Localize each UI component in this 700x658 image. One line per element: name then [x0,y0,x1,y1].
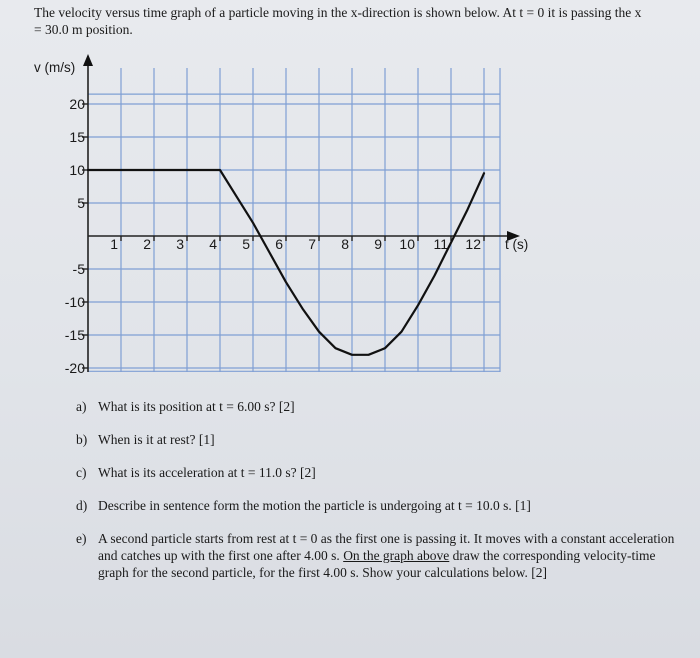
question-e-underlined-phrase: On the graph above [343,548,450,563]
question-d [76,497,686,514]
x-tick-label: 5 [242,236,250,252]
graph-axes [82,54,520,372]
x-tick-label: 6 [275,236,283,252]
question-a [76,398,686,415]
question-c-letter: c) [76,465,87,480]
y-tick-label: 10 [69,162,85,178]
x-tick-label: 1 [110,236,118,252]
x-tick-label: 11 [433,236,448,252]
question-a-text: What is its position at t = 6.00 s? [2] [98,399,295,414]
question-e-text-end: draw the corresponding velocity-time graph for the second particle, for the first 4.00 s. Show your calculations below. [2] [98,548,656,580]
x-tick-label: 12 [465,236,481,252]
question-a-letter: a) [76,399,87,414]
y-tick-label: -15 [64,327,85,343]
question-d-letter: d) [76,498,88,513]
question-e-letter: e) [76,531,87,546]
y-tick-label: 5 [77,195,85,211]
question-b-letter: b) [76,432,88,447]
graph-tick-labels [34,60,528,376]
x-axis-label: t (s) [505,237,529,252]
question-e [76,530,686,581]
question-d-text: Describe in sentence form the motion the particle is undergoing at t = 10.0 s. [1] [98,498,531,513]
x-tick-label: 4 [209,236,217,252]
y-tick-label: -5 [72,261,85,277]
x-tick-label: 9 [374,236,382,252]
y-axis-label: v (m/s) [34,60,76,75]
x-tick-label: 10 [399,236,415,252]
problem-statement-line-1: The velocity versus time graph of a particle moving in the x-direction is shown below. At t = 0 it is passing the x [34,5,642,20]
question-c [76,464,686,481]
y-tick-label: 15 [69,129,85,145]
x-tick-label: 8 [341,236,349,252]
question-e-text-start: A second particle starts from rest at t = 0 as the first one is passing it. It moves with a constant acceleration and catches up with the first one after 4.00 s. [98,531,675,563]
y-tick-label: 20 [69,96,85,112]
question-b-text: When is it at rest? [1] [98,432,215,447]
x-tick-label: 3 [176,236,184,252]
y-axis-arrow-icon [83,54,93,66]
question-b [76,431,686,448]
x-tick-label: 2 [143,236,151,252]
question-c-text: What is its acceleration at t = 11.0 s? [2] [98,465,316,480]
graph-grid [88,68,500,372]
question-e-text [98,530,686,581]
x-tick-label: 7 [308,236,316,252]
y-tick-label: -10 [64,294,85,310]
y-tick-label: -20 [64,360,85,376]
problem-statement-line-2: = 30.0 m position. [34,22,133,37]
